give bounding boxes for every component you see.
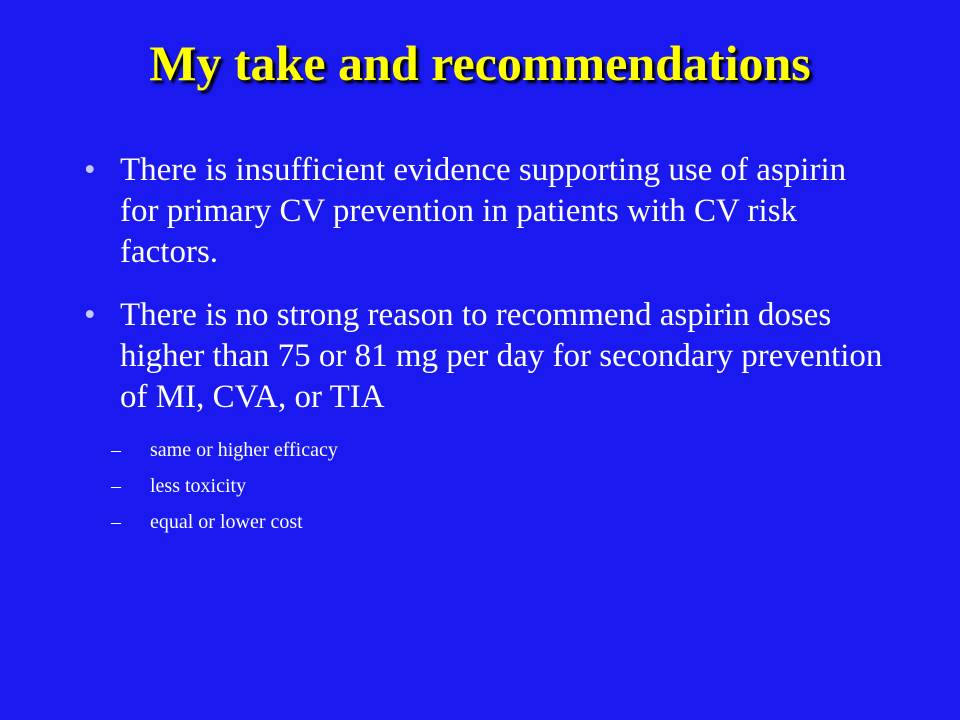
sub-bullet-list — [111, 432, 884, 540]
slide-title: My take and recommendations — [149, 35, 811, 91]
sub-item-cost — [111, 504, 884, 540]
sub-item-text: less toxicity — [150, 475, 247, 497]
sub-item-text: equal or lower cost — [150, 511, 303, 533]
sub-bullet-marker: – — [111, 475, 121, 497]
bullet-list — [84, 150, 884, 562]
sub-item-toxicity — [111, 468, 884, 504]
sub-item-efficacy — [111, 432, 884, 468]
bullet-marker: • — [84, 297, 96, 333]
bullet-marker: • — [84, 152, 96, 188]
bullet-item-evidence — [84, 150, 884, 273]
sub-bullet-marker: – — [111, 511, 121, 533]
sub-bullet-marker: – — [111, 439, 121, 461]
bullet-text: There is no strong reason to recommend aspirin doses higher than 75 or 81 mg per day for secondary prevention of MI, CVA, or TIA — [120, 297, 883, 415]
sub-item-text: same or higher efficacy — [150, 439, 338, 461]
bullet-item-dosage — [84, 295, 884, 540]
bullet-text: There is insufficient evidence supporting use of aspirin for primary CV prevention in patients with CV risk factors. — [120, 152, 847, 270]
